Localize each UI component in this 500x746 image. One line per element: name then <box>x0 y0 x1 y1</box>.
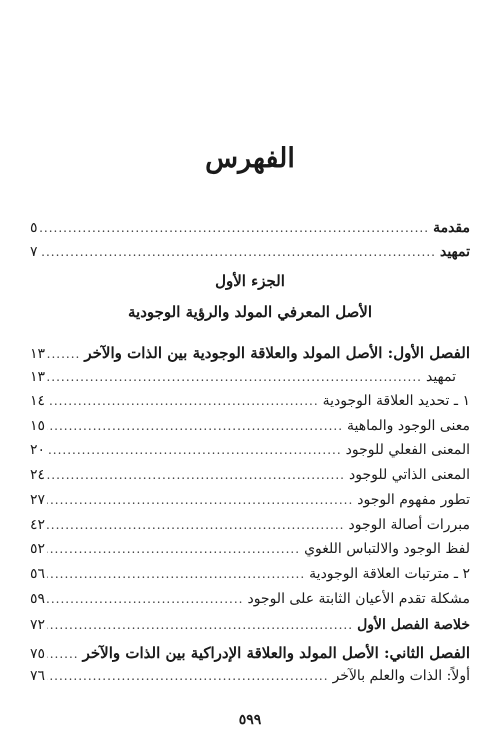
toc-entry-title: لفظ الوجود والالتباس اللغوي <box>304 541 470 557</box>
toc-entry-page: ٢٠ <box>30 442 46 458</box>
toc-leader-dots <box>47 468 345 482</box>
toc-entry-title: تمهيد <box>439 244 470 260</box>
toc-leader-dots <box>47 518 344 532</box>
toc-entry[interactable] <box>30 566 470 588</box>
page-number: ٥٩٩ <box>238 712 262 728</box>
toc-entry-title: تطور مفهوم الوجود <box>357 492 470 508</box>
toc-leader-dots <box>47 370 422 384</box>
toc-leader-dots <box>47 419 343 433</box>
toc-entry[interactable] <box>30 393 470 415</box>
toc-entry-page: ١٣ <box>30 346 46 362</box>
toc-entry-preface[interactable] <box>30 244 470 266</box>
toc-leader-dots <box>47 669 329 683</box>
toc-leader-dots <box>47 618 353 632</box>
toc-leader-dots <box>47 347 80 361</box>
toc-entry-page: ٥٢ <box>30 541 46 557</box>
toc-leader-dots <box>47 493 353 507</box>
toc-entry[interactable] <box>30 591 470 613</box>
part-subtitle: الأصل المعرفي المولد والرؤية الوجودية <box>127 303 373 321</box>
toc-entry[interactable] <box>30 492 470 514</box>
toc-entry-chapter-one[interactable] <box>30 344 470 366</box>
toc-leader-dots <box>47 542 300 556</box>
toc-leader-dots <box>47 567 305 581</box>
toc-entry-title: أولاً: الذات والعلم بالآخر <box>332 668 470 684</box>
toc-leader-dots <box>47 394 319 408</box>
part-label: الجزء الأول <box>215 272 285 290</box>
toc-entry[interactable] <box>30 418 470 440</box>
toc-entry[interactable] <box>30 369 470 391</box>
toc-entry[interactable] <box>30 517 470 539</box>
toc-entry[interactable] <box>30 442 470 464</box>
toc-leader-dots <box>47 592 243 606</box>
toc-entry-page: ٥٩ <box>30 591 46 607</box>
toc-entry-page: ١٣ <box>30 369 46 385</box>
toc-entry-title: الفصل الثاني: الأصل المولد والعلاقة الإدراكية بين الذات والآخر <box>82 644 470 662</box>
toc-entry[interactable] <box>30 541 470 563</box>
toc-entry-title: مبررات أصالة الوجود <box>348 517 470 533</box>
toc-entry-page: ١٤ <box>30 393 46 409</box>
toc-entry[interactable] <box>30 668 470 690</box>
toc-entry-chapter-two[interactable] <box>30 644 470 666</box>
toc-entry-page: ٧٥ <box>30 646 46 662</box>
toc-leader-dots <box>47 647 79 661</box>
toc-entry-page: ٥ <box>30 220 38 236</box>
toc-leader-dots <box>40 245 436 259</box>
toc-entry-title: المعنى الذاتي للوجود <box>348 467 470 483</box>
toc-entry-title: معنى الوجود والماهية <box>347 418 470 434</box>
toc-entry-title: ١ ـ تحديد العلاقة الوجودية <box>322 393 470 409</box>
toc-entry-page: ٤٢ <box>30 517 46 533</box>
toc-entry-page: ٥٦ <box>30 566 46 582</box>
toc-leader-dots <box>47 443 342 457</box>
toc-entry[interactable] <box>30 467 470 489</box>
toc-entry-title: المعنى الفعلي للوجود <box>345 442 470 458</box>
toc-entry-page: ٢٧ <box>30 492 46 508</box>
toc-entry-title: تمهيد <box>425 369 456 385</box>
toc-entry-page: ١٥ <box>30 418 46 434</box>
toc-leader-dots <box>40 221 430 235</box>
toc-entry-introduction[interactable] <box>30 220 470 242</box>
page-title: الفهرس <box>205 143 295 174</box>
toc-entry-title: مقدمة <box>433 220 470 236</box>
toc-entry-page: ٢٤ <box>30 467 46 483</box>
toc-entry-chapter-one-summary[interactable] <box>30 617 470 639</box>
toc-entry-page: ٧٢ <box>30 617 46 633</box>
toc-entry-title: ٢ ـ مترتبات العلاقة الوجودية <box>309 566 470 582</box>
toc-entry-title: الفصل الأول: الأصل المولد والعلاقة الوجودية بين الذات والآخر <box>84 344 470 362</box>
toc-entry-title: خلاصة الفصل الأول <box>357 617 470 633</box>
toc-entry-title: مشكلة تقدم الأعيان الثابتة على الوجود <box>247 591 470 607</box>
toc-entry-page: ٧٦ <box>30 668 46 684</box>
toc-entry-page: ٧ <box>30 244 38 260</box>
